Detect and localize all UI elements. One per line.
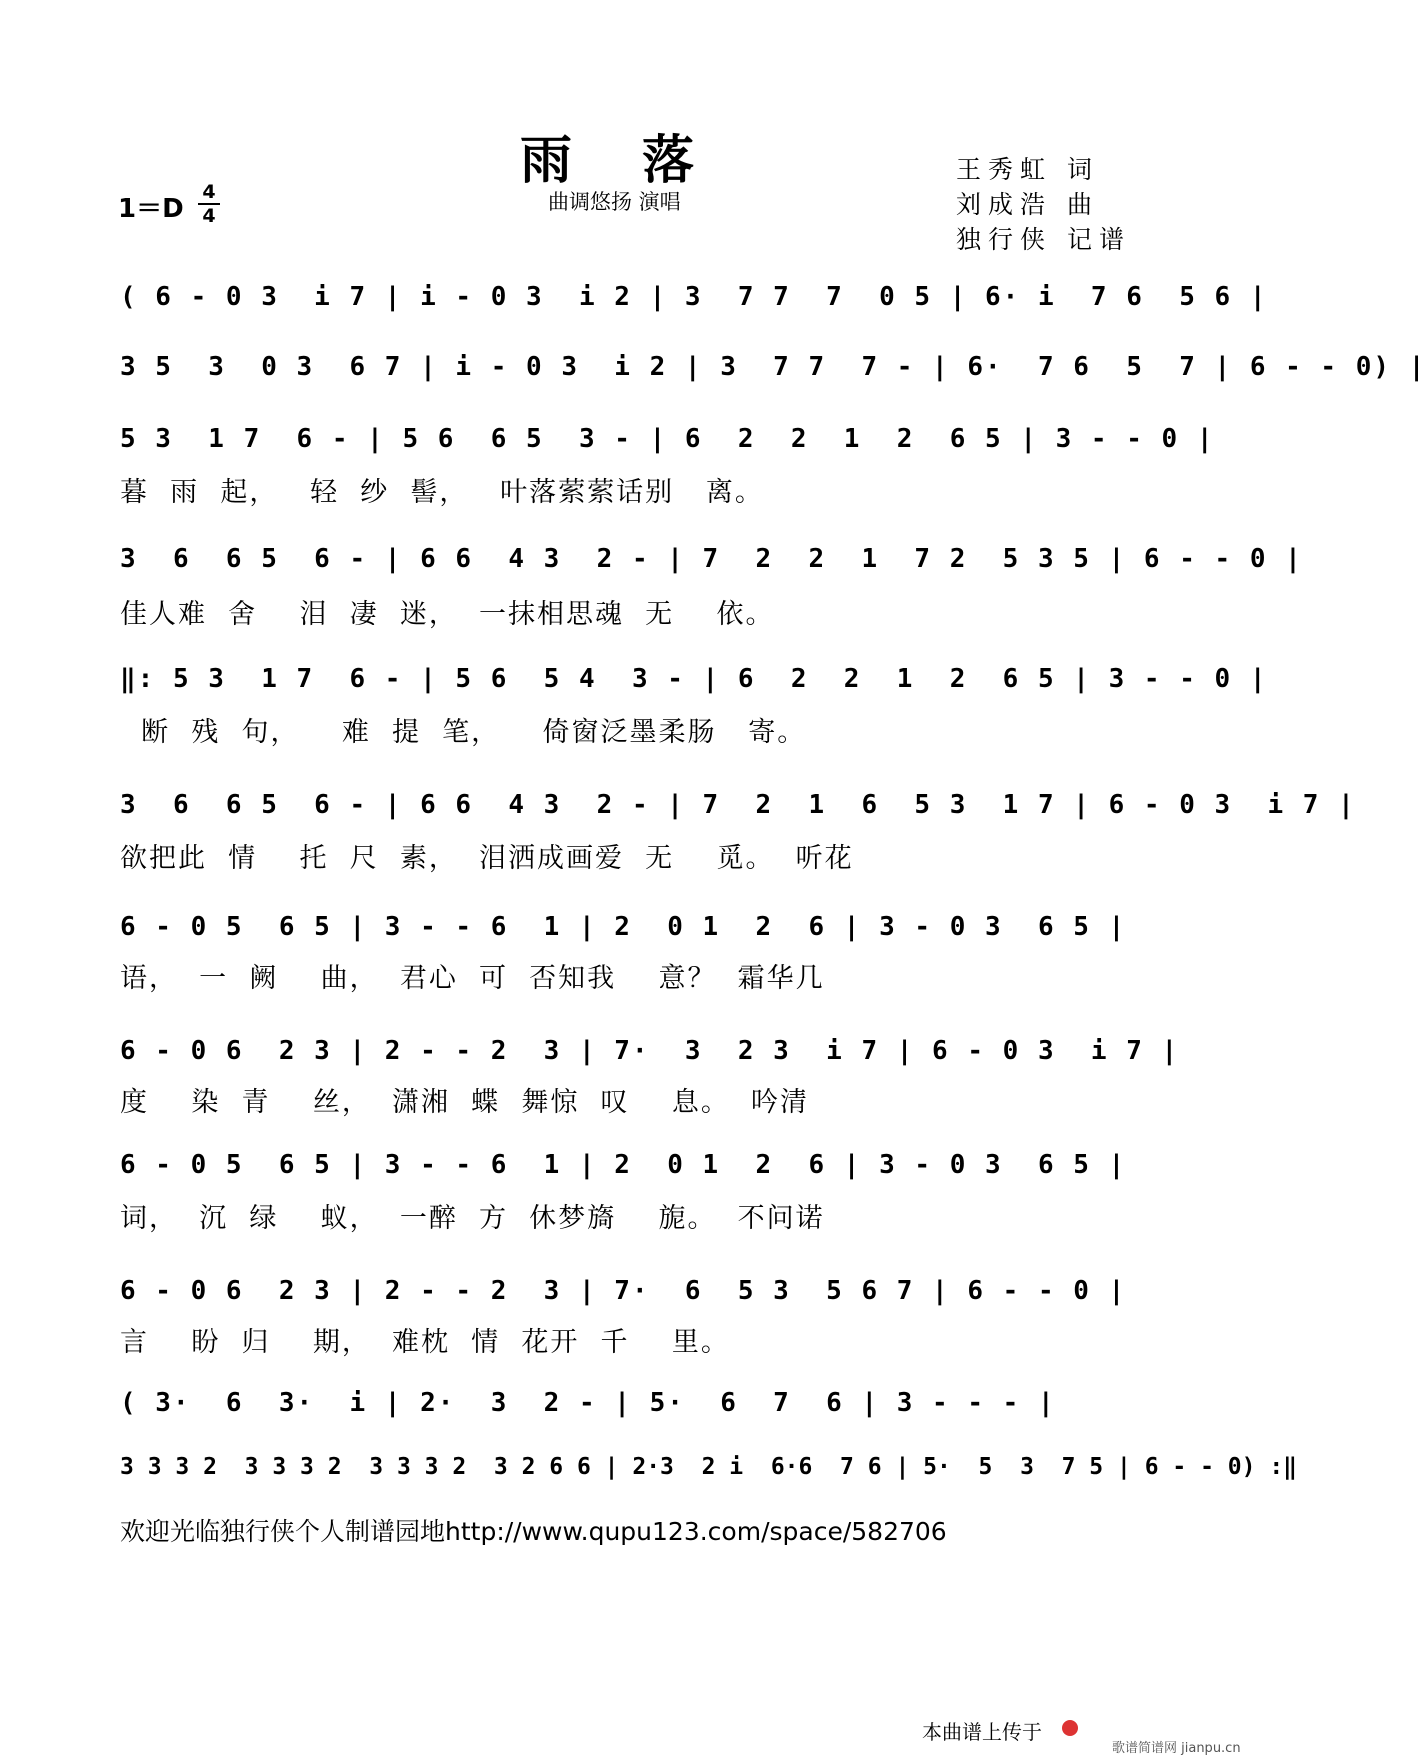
score-line-7: 6 - 0 5 6 5 | 3 - - 6 1 | 2 0 1 2 6 | 3 - 0 3 6 5 | [120, 912, 1127, 942]
lyric-line-7: 语， 一 阙 曲， 君心 可 否知我 意？ 霜华几 [120, 963, 825, 994]
score-line-4: 3 6 6 5 6 - | 6 6 4 3 2 - | 7 2 2 1 7 2 5 3 5 | 6 - - 0 | [120, 544, 1303, 574]
lyric-line-10: 言 盼 归 期， 难枕 情 花开 千 里。 [120, 1327, 730, 1358]
key-signature: 1＝D [118, 194, 184, 224]
performer-line: 曲调悠扬 演唱 [548, 190, 681, 214]
score-line-10: 6 - 0 6 2 3 | 2 - - 2 3 | 7· 6 5 3 5 6 7 | 6 - - 0 | [120, 1276, 1127, 1306]
lyric-line-9: 词， 沉 绿 蚁， 一醉 方 休梦旖 旎。 不问诺 [120, 1203, 825, 1234]
site-logo-icon [1062, 1720, 1078, 1736]
score-line-12: 3 3 3 2 3 3 3 2 3 3 3 2 3 2 6 6 | 2·3 2 i 6·6 7 6 | 5· 5 3 7 5 | 6 - - 0) :‖ [120, 1454, 1298, 1480]
score-line-2: 3 5 3 0 3 6 7 | i - 0 3 i 2 | 3 7 7 7 - | 6· 7 6 5 7 | 6 - - 0) | [120, 352, 1426, 382]
score-line-6: 3 6 6 5 6 - | 6 6 4 3 2 - | 7 2 1 6 5 3 1 7 | 6 - 0 3 i 7 | [120, 790, 1356, 820]
time-signature-bottom: 4 [202, 205, 216, 227]
song-title: 雨落 [520, 130, 765, 191]
score-line-9: 6 - 0 5 6 5 | 3 - - 6 1 | 2 0 1 2 6 | 3 - 0 3 6 5 | [120, 1150, 1127, 1180]
lyric-line-6: 欲把此 情 托 尺 素， 泪洒成画爱 无 觅。 听花 [120, 843, 854, 874]
score-line-3: 5 3 1 7 6 - | 5 6 6 5 3 - | 6 2 2 1 2 6 5 | 3 - - 0 | [120, 424, 1215, 454]
lyric-line-4: 佳人难 舍 泪 凄 迷， 一抹相思魂 无 依。 [120, 599, 775, 630]
score-line-8: 6 - 0 6 2 3 | 2 - - 2 3 | 7· 3 2 3 i 7 | 6 - 0 3 i 7 | [120, 1036, 1180, 1066]
score-line-11: ( 3· 6 3· i | 2· 3 2 - | 5· 6 7 6 | 3 - - - | [120, 1388, 1056, 1418]
transcriber-credit: 独行侠 记谱 [956, 225, 1131, 254]
score-line-5: ‖: 5 3 1 7 6 - | 5 6 5 4 3 - | 6 2 2 1 2 6 5 | 3 - - 0 | [120, 664, 1268, 694]
lyric-line-8: 度 染 青 丝， 潇湘 蝶 舞惊 叹 息。 吟清 [120, 1087, 809, 1118]
lyricist-credit: 王秀虹 词 [956, 155, 1099, 184]
score-line-1: ( 6 - 0 3 i 7 | i - 0 3 i 2 | 3 7 7 7 0 5 | 6· i 7 6 5 6 | [120, 282, 1268, 312]
time-signature-top: 4 [202, 181, 216, 203]
lyric-line-5: 断 残 句， 难 提 笔， 倚窗泛墨柔肠 寄。 [120, 717, 807, 748]
time-signature [198, 182, 220, 226]
credits-block [956, 152, 1131, 257]
upload-notice: 本曲谱上传于 [922, 1720, 1042, 1744]
lyric-line-3: 暮 雨 起， 轻 纱 髻， 叶落萦萦话别 离。 [120, 477, 764, 508]
footer-link-text[interactable]: 欢迎光临独行侠个人制谱园地http://www.qupu123.com/space/582706 [120, 1517, 947, 1546]
composer-credit: 刘成浩 曲 [956, 190, 1099, 219]
site-watermark: 歌谱简谱网 jianpu.cn [1112, 1741, 1241, 1756]
